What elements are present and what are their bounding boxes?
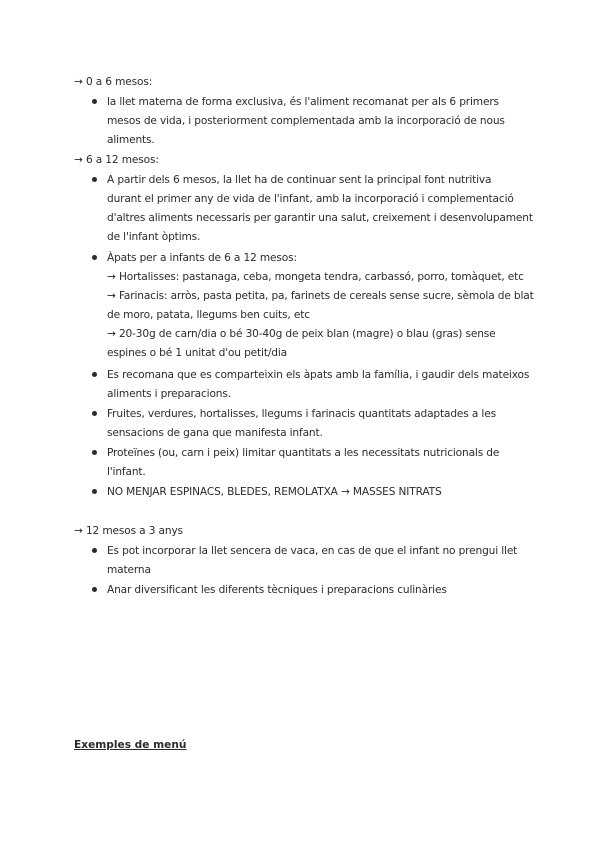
bullet-line: la llet materna de forma exclusiva, és l'aliment recomanat per als 6 primers	[107, 96, 499, 108]
bullet-line: sensacions de gana que manifesta infant.	[107, 427, 323, 439]
bullet-line: durant el primer any de vida de l'infant, amb la incorporació i complementació	[107, 193, 514, 205]
bullet-line: Es recomana que es comparteixin els àpats amb la família, i gaudir dels mateixos	[107, 369, 530, 381]
bullet-line: espines o bé 1 unitat d'ou petit/dia	[107, 347, 287, 359]
bullet-line: Proteïnes (ou, carn i peix) limitar quantitats a les necessitats nutricionals de	[107, 447, 500, 459]
bullet-line: aliments i preparacions.	[107, 388, 231, 400]
bullet-line: de l'infant òptims.	[107, 231, 201, 243]
bullet-dot	[92, 177, 97, 182]
bullet-line: → Hortalisses: pastanaga, ceba, mongeta tendra, carbassó, porro, tomàquet, etc	[107, 271, 524, 283]
bullet-dot	[92, 587, 97, 592]
bullet-line: NO MENJAR ESPINACS, BLEDES, REMOLATXA → MASSES NITRATS	[107, 486, 442, 498]
bullet-dot	[92, 411, 97, 416]
bullet-dot	[92, 489, 97, 494]
bullet-line: Fruites, verdures, hortalisses, llegums i farinacis quantitats adaptades a les	[107, 408, 496, 420]
bullet-line: de moro, patata, llegums ben cuits, etc	[107, 309, 310, 321]
bullet-dot	[92, 548, 97, 553]
bullet-line: d'altres aliments necessaris per garantir una salut, creixement i desenvolupament	[107, 212, 533, 224]
bullet-line: A partir dels 6 mesos, la llet ha de continuar sent la principal font nutritiva	[107, 174, 492, 186]
bullet-line: mesos de vida, i posteriorment complementada amb la incorporació de nous	[107, 115, 505, 127]
bullet-line: Es pot incorporar la llet sencera de vaca, en cas de que el infant no prengui llet	[107, 545, 518, 557]
bullet-line: aliments.	[107, 134, 155, 146]
section-heading-6-12: → 6 a 12 mesos:	[74, 154, 159, 166]
bullet-line: materna	[107, 564, 151, 576]
bullet-dot	[92, 450, 97, 455]
bullet-line: → 20-30g de carn/dia o bé 30-40g de peix blan (magre) o blau (gras) sense	[107, 328, 496, 340]
bullet-dot	[92, 372, 97, 377]
bullet-dot	[92, 255, 97, 260]
bullet-line: Anar diversificant les diferents tècniques i preparacions culinàries	[107, 584, 447, 596]
bullet-line: → Farinacis: arròs, pasta petita, pa, farinets de cereals sense sucre, sèmola de blat	[107, 290, 534, 302]
menu-examples-title: Exemples de menú	[74, 739, 187, 751]
bullet-dot	[92, 99, 97, 104]
section-heading-0-6: → 0 a 6 mesos:	[74, 76, 153, 88]
bullet-line: l'infant.	[107, 466, 146, 478]
section-heading-12-36: → 12 mesos a 3 anys	[74, 525, 183, 537]
bullet-line: Àpats per a infants de 6 a 12 mesos:	[107, 252, 297, 264]
